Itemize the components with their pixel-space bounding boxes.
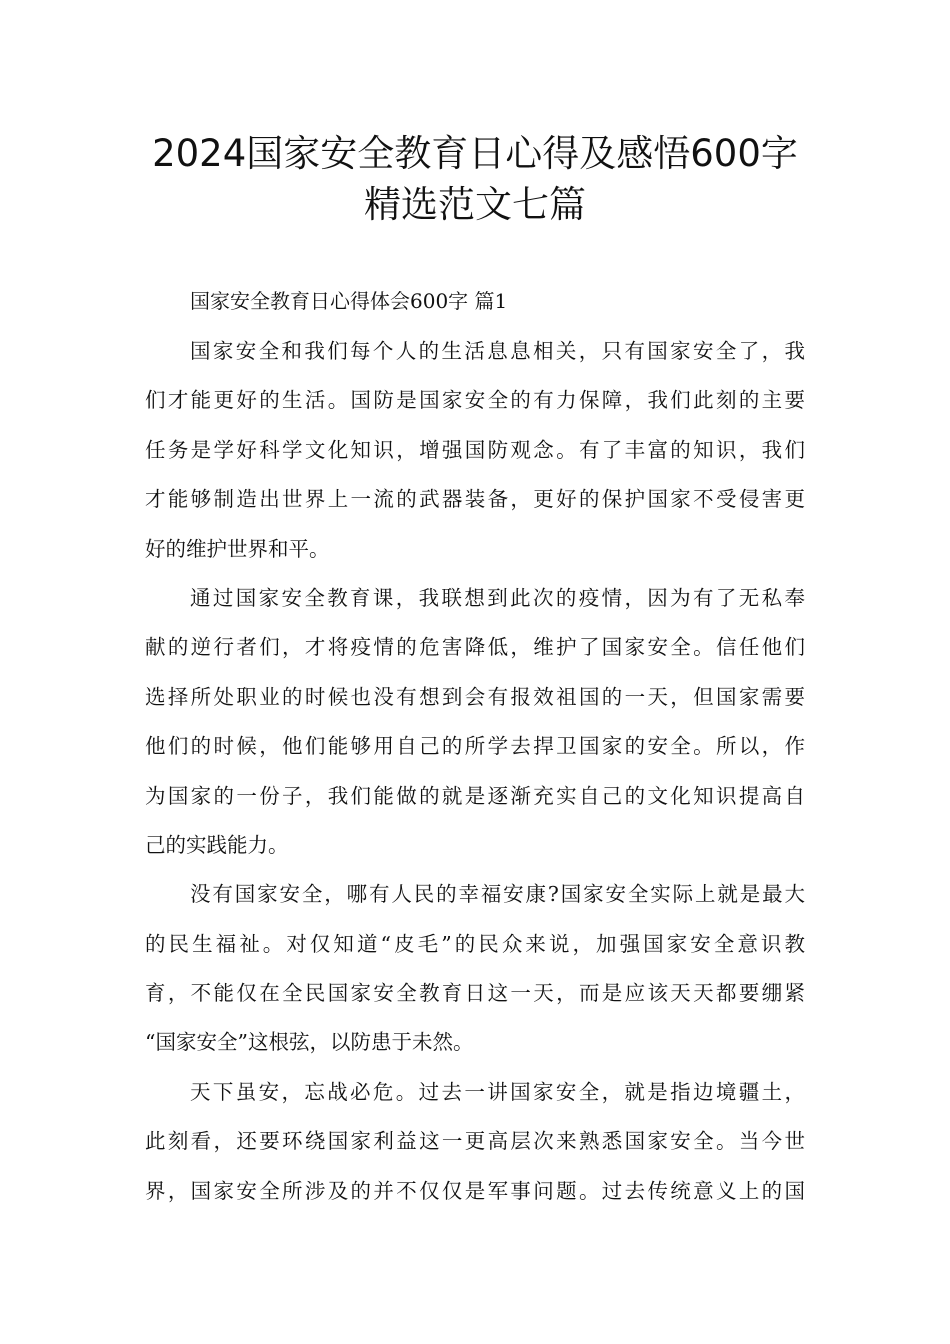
document-body xyxy=(145,333,805,1222)
paragraph-line: 选择所处职业的时候也没有想到会有报效祖国的一天，但国家需要 xyxy=(145,684,805,709)
paragraph-line: 天下虽安，忘战必危。过去一讲国家安全，就是指边境疆土， xyxy=(190,1079,805,1104)
paragraph-line: 任务是学好科学文化知识，增强国防观念。有了丰富的知识，我们 xyxy=(145,437,805,462)
paragraph-line: 此刻看，还要环绕国家利益这一更高层次来熟悉国家安全。当今世 xyxy=(145,1129,805,1154)
paragraph-line: 献的逆行者们，才将疫情的危害降低，维护了国家安全。信任他们 xyxy=(145,635,805,660)
paragraph-line: 为国家的一份子，我们能做的就是逐渐充实自己的文化知识提高自 xyxy=(145,783,805,808)
section-heading: 国家安全教育日心得体会600字 篇1 xyxy=(190,289,508,313)
paragraph-line: 的民生福祉。对仅知道“皮毛”的民众来说，加强国家安全意识教 xyxy=(145,931,805,956)
paragraph-line: 通过国家安全教育课，我联想到此次的疫情，因为有了无私奉 xyxy=(190,585,805,610)
paragraph-1 xyxy=(145,333,805,580)
paragraph-4 xyxy=(145,1074,805,1222)
paragraph-line: 没有国家安全，哪有人民的幸福安康?国家安全实际上就是最大 xyxy=(190,882,805,907)
paragraph-line: 们才能更好的生活。国防是国家安全的有力保障，我们此刻的主要 xyxy=(145,388,805,413)
paragraph-line: 国家安全和我们每个人的生活息息相关，只有国家安全了，我 xyxy=(190,339,805,363)
paragraph-3 xyxy=(145,876,805,1074)
paragraph-line: 才能够制造出世界上一流的武器装备，更好的保护国家不受侵害更 xyxy=(145,487,805,512)
document-title-line-1: 2024国家安全教育日心得及感悟600字 xyxy=(152,132,798,175)
paragraph-line: 他们的时候，他们能够用自己的所学去捍卫国家的安全。所以，作 xyxy=(145,734,805,759)
document-title-line-2: 精选范文七篇 xyxy=(364,183,586,226)
paragraph-line: 界，国家安全所涉及的并不仅仅是军事问题。过去传统意义上的国 xyxy=(145,1178,805,1203)
paragraph-2 xyxy=(145,580,805,876)
paragraph-line: 己的实践能力。 xyxy=(145,832,289,857)
paragraph-line: 好的维护世界和平。 xyxy=(145,536,330,561)
paragraph-line: 育，不能仅在全民国家安全教育日这一天，而是应该天天都要绷紧 xyxy=(145,981,805,1006)
paragraph-line: “国家安全”这根弦，以防患于未然。 xyxy=(145,1030,474,1055)
